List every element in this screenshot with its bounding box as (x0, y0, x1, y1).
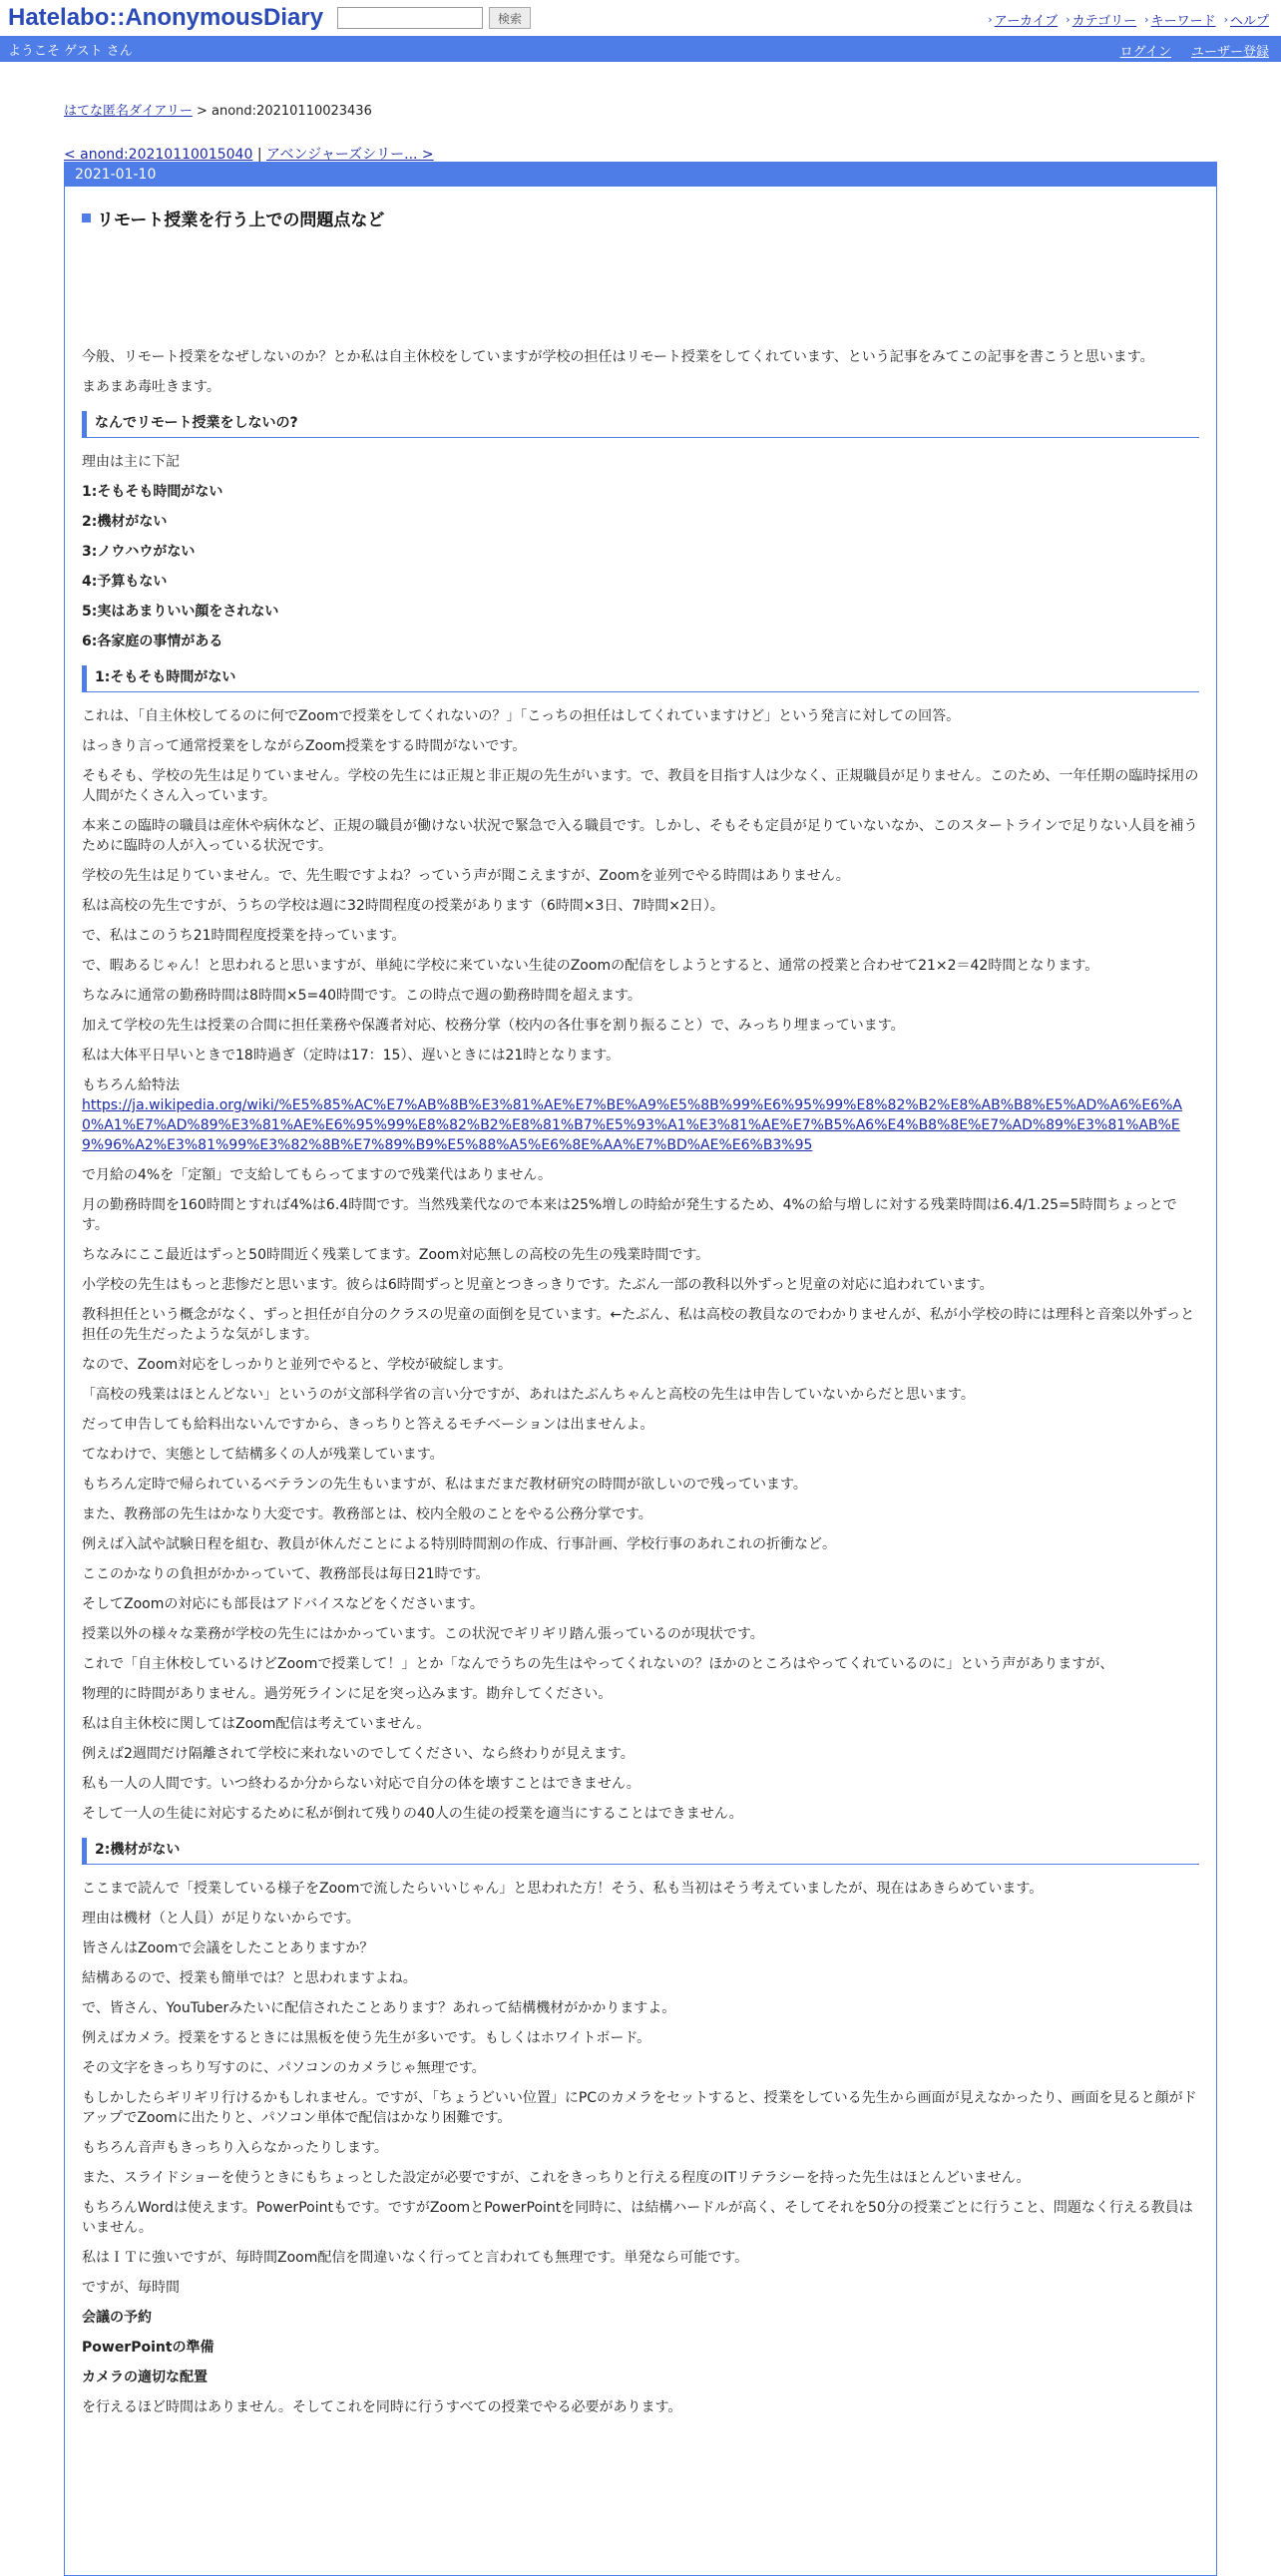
paragraph: 月の勤務時間を160時間とすれば4%は6.4時間です。当然残業代なので本来は25%増しの時給が発生するため、4%の給与増しに対する残業時間は6.4/1.25=5時間ちょっとです。 (82, 1197, 1177, 1233)
paragraph: そして一人の生徒に対応するために私が倒れて残りの40人の生徒の授業を適当にすることはできません。 (82, 1806, 743, 1822)
paragraph: 私はＩＴに強いですが、毎時間Zoom配信を間違いなく行ってと言われても無理です。単発なら可能です。 (82, 2250, 749, 2266)
paragraph: 「高校の残業はほとんどない」というのが文部科学省の言い分ですが、あれはたぶんちゃんと高校の先生は申告していないからだと思います。 (82, 1387, 975, 1403)
article-body (82, 347, 1199, 2427)
breadcrumb-current: anond:20210110023436 (212, 104, 372, 119)
nav-category-link[interactable]: カテゴリー (1071, 14, 1137, 29)
nav-help[interactable] (1224, 10, 1269, 29)
paragraph: 小学校の先生はもっと悲惨だと思います。彼らは6時間ずっと児童とつきっきりです。たぶん一部の教科以外ずっと児童の対応に追われています。 (82, 1277, 994, 1293)
paragraph: ここまで読んで「授業している様子をZoomで流したらいいじゃん」と思われた方！そう、私も当初はそう考えていましたが、現在はあきらめています。 (82, 1881, 1044, 1897)
section-heading: 2:機材がない (82, 1838, 1199, 1865)
chevron-right-icon: › (988, 13, 993, 26)
paragraph: 私は大体平日早いときで18時過ぎ（定時は17：15）、遅いときには21時となります。 (82, 1048, 621, 1064)
paragraph (82, 1075, 1199, 1095)
article-header (82, 200, 1199, 235)
top-nav (988, 10, 1269, 29)
chevron-right-icon: › (1223, 13, 1228, 26)
nav-archive[interactable] (988, 10, 1058, 29)
section-heading: なんでリモート授業をしないの? (82, 411, 1199, 438)
paragraph: を行えるほど時間はありません。そしてこれを同時に行うすべての授業でやる必要があります。 (82, 2399, 682, 2415)
reason-item: 4:予算もない (82, 574, 168, 590)
list-item: 会議の予約 (82, 2310, 152, 2326)
article-title: リモート授業を行う上での問題点など (97, 210, 385, 230)
user-bar (0, 36, 1281, 62)
paragraph: もちろんWordは使えます。PowerPointもです。ですがZoomとPowerPointを同時に、は結構ハードルが高く、そしてそれを50分の授業ごとに行うこと、問題なく行える教員はいません。 (82, 2200, 1193, 2236)
paragraph: もちろん音声もきっちり入らなかったりします。 (82, 2140, 388, 2156)
pager (64, 144, 1281, 164)
welcome-text: ようこそ ゲスト さん (8, 43, 133, 59)
paragraph: で、皆さん、YouTuberみたいに配信されたことあります？あれって結構機材がかかりますよ。 (82, 2000, 676, 2016)
reason-item: 2:機材がない (82, 514, 168, 530)
paragraph: これは、「自主休校してるのに何でZoomで授業をしてくれないの？」「こっちの担任はしてくれていますけど」という発言に対しての回答。 (82, 708, 961, 724)
paragraph: 皆さんはZoomで会議をしたことありますか？ (82, 1940, 374, 1956)
nav-category[interactable] (1066, 10, 1136, 29)
paragraph: もちろん定時で帰られているベテランの先生もいますが、私はまだまだ教材研究の時間が欲しいので残っています。 (82, 1477, 807, 1493)
paragraph: てなわけで、実態として結構多くの人が残業しています。 (82, 1447, 444, 1463)
wikipedia-link[interactable]: https://ja.wikipedia.org/wiki/%E5%85%AC%E7%AB%8B%E3%81%AE%E7%BE%A9%E5%8B%99%E6%95%99%E8%82%B2%E8%AB%B8%E5%AD%A6%E6%A0%A1%E7%AD%89%E3%81%AE%E6%95%99%E8%82%B2%E8%81%B7%E5%93%A1%E3%81%AE%E7%B5%A6%E4%B8%8E%E7%AD%89%E3%81%AB%E9%96%A2%E3%81%99%E3%82%8B%E7%89%B9%E5%88%A5%E6%8E%AA%E7%BD%AE%E6%B3%95 (82, 1097, 1182, 1153)
article-title-row (82, 200, 1199, 235)
paragraph: 学校の先生は足りていません。で、先生暇ですよね？っていう声が聞こえますが、Zoomを並列でやる時間はありません。 (82, 868, 850, 884)
paragraph: ちなみにここ最近はずっと50時間近く残業してます。Zoom対応無しの高校の先生の残業時間です。 (82, 1247, 710, 1263)
breadcrumb-root-link[interactable]: はてな匿名ダイアリー (64, 104, 193, 119)
paragraph: で、暇あるじゃん！と思われると思いますが、単純に学校に来ていない生徒のZoomの配信をしようとすると、通常の授業と合わせて21×2＝42時間となります。 (82, 958, 1099, 974)
breadcrumb-separator: > (192, 104, 213, 119)
kyutoku-label: もちろん給特法 (82, 1077, 180, 1093)
paragraph: その文字をきっちり写すのに、パソコンのカメラじゃ無理です。 (82, 2060, 486, 2076)
login-link[interactable]: ログイン (1119, 45, 1171, 60)
paragraph: 物理的に時間がありません。過労死ラインに足を突っ込みます。勘弁してください。 (82, 1686, 613, 1702)
paragraph: そしてZoomの対応にも部長はアドバイスなどをくださいます。 (82, 1596, 484, 1612)
paragraph: 理由は主に下記 (82, 454, 180, 470)
paragraph: まあまあ毒吐きます。 (82, 379, 220, 395)
list-item: カメラの適切な配置 (82, 2369, 208, 2385)
paragraph: はっきり言って通常授業をしながらZoom授業をする時間がないです。 (82, 738, 527, 754)
chevron-right-icon: › (1144, 13, 1149, 26)
chevron-right-icon: › (1066, 13, 1070, 26)
paragraph: 今般、リモート授業をなぜしないのか？とか私は自主休校をしていますが学校の担任はリモート授業をしてくれています、という記事をみてこの記事を書こうと思います。 (82, 349, 1154, 365)
reason-item: 1:そもそも時間がない (82, 484, 223, 500)
paragraph: ちなみに通常の勤務時間は8時間×5=40時間です。この時点で週の勤務時間を超えます。 (82, 988, 641, 1004)
nav-keyword-link[interactable]: キーワード (1150, 14, 1216, 29)
paragraph: 私も一人の人間です。いつ終わるか分からない対応で自分の体を壊すことはできません。 (82, 1776, 640, 1792)
paragraph: 理由は機材（と人員）が足りないからです。 (82, 1911, 360, 1927)
breadcrumb (64, 100, 1281, 119)
register-link[interactable]: ユーザー登録 (1190, 45, 1269, 60)
nav-archive-link[interactable]: アーカイブ (994, 14, 1059, 29)
paragraph: 教科担任という概念がなく、ずっと担任が自分のクラスの児童の面倒を見ています。←たぶん、私は高校の教員なのでわかりませんが、私が小学校の時には理科と音楽以外ずっと担任の先生だったような気がします。 (82, 1307, 1195, 1343)
paragraph: だって申告しても給料出ないんですから、きっちりと答えるモチベーションは出ませんよ。 (82, 1417, 654, 1433)
paragraph: で月給の4%を「定額」で支給してもらってますので残業代はありません。 (82, 1167, 553, 1183)
paragraph: もしかしたらギリギリ行けるかもしれません。ですが、「ちょうどいい位置」にPCのカメラをセットすると、授業をしている先生から画面が見えなかったり、画面を見ると顔がドアップでZoomに出たりと、パソコン単体で配信はかなり困難です。 (82, 2090, 1197, 2126)
nav-help-link[interactable]: ヘルプ (1229, 14, 1269, 29)
site-logo[interactable]: Hatelabo::AnonymousDiary (8, 4, 324, 31)
top-header (0, 0, 1281, 36)
paragraph: 授業以外の様々な業務が学校の先生にはかかっています。この状況でギリギリ踏ん張っているのが現状です。 (82, 1626, 764, 1642)
square-bullet-icon[interactable] (82, 214, 91, 222)
pager-separator: | (252, 147, 267, 163)
prev-entry-link[interactable]: < anond:20210110015040 (64, 147, 253, 163)
next-entry-link[interactable]: アベンジャーズシリー... > (266, 147, 434, 163)
paragraph: そもそも、学校の先生は足りていません。学校の先生には正規と非正規の先生がいます。で、教員を目指す人は少なく、正規職員が足りません。このため、一年任期の臨時採用の人間がたくさん入っています。 (82, 768, 1199, 804)
search-button[interactable]: 検索 (489, 7, 531, 29)
reason-item: 3:ノウハウがない (82, 544, 196, 560)
paragraph: なので、Zoom対応をしっかりと並列でやると、学校が破綻します。 (82, 1357, 512, 1373)
paragraph: 私は高校の先生ですが、うちの学校は週に32時間程度の授業があります（6時間×3日、7時間×2日）。 (82, 898, 724, 914)
paragraph: 例えばカメラ。授業をするときには黒板を使う先生が多いです。もしくはホワイトボード。 (82, 2030, 651, 2046)
paragraph: 加えて学校の先生は授業の合間に担任業務や保護者対応、校務分掌（校内の各仕事を割り振ること）で、みっちり埋まっています。 (82, 1018, 905, 1034)
paragraph (82, 1095, 1199, 1155)
paragraph: 本来この臨時の職員は産休や病休など、正規の職員が働けない状況で緊急で入る職員です。しかし、そもそも定員が足りていないなか、このスタートラインで足りない人員を補うために臨時の人が入っている状況です。 (82, 818, 1198, 854)
nav-keyword[interactable] (1144, 10, 1215, 29)
paragraph: で、私はこのうち21時間程度授業を持っています。 (82, 928, 406, 944)
paragraph: 例えば入試や試験日程を組む、教員が休んだことによる特別時間割の作成、行事計画、学校行事のあれこれの折衝など。 (82, 1536, 836, 1552)
paragraph: 結構あるので、授業も簡単では？と思われますよね。 (82, 1970, 417, 1986)
search-input[interactable] (337, 7, 483, 29)
day-heading: 2021-01-10 (65, 163, 1216, 187)
reason-item: 5:実はあまりいい顔をされない (82, 604, 279, 620)
paragraph: また、教務部の先生はかなり大変です。教務部とは、校内全般のことをやる公務分掌です。 (82, 1506, 652, 1522)
reason-item: 6:各家庭の事情がある (82, 634, 223, 649)
paragraph: また、スライドショーを使うときにもちょっとした設定が必要ですが、これをきっちりと行える程度のITリテラシーを持った先生はほとんどいません。 (82, 2170, 1031, 2186)
paragraph: 私は自主休校に関してはZoom配信は考えていません。 (82, 1716, 431, 1732)
paragraph: これで「自主休校しているけどZoomで授業して！」とか「なんでうちの先生はやってくれないの？ほかのところはやってくれているのに」という声がありますが、 (82, 1656, 1114, 1672)
paragraph: 例えば2週間だけ隔離されて学校に来れないのでしてください、なら終わりが見えます。 (82, 1746, 635, 1762)
paragraph: ここのかなりの負担がかかっていて、教務部長は毎日21時です。 (82, 1566, 490, 1582)
paragraph: ですが、毎時間 (82, 2280, 180, 2296)
section-heading: 1:そもそも時間がない (82, 665, 1199, 692)
list-item: PowerPointの準備 (82, 2340, 214, 2356)
